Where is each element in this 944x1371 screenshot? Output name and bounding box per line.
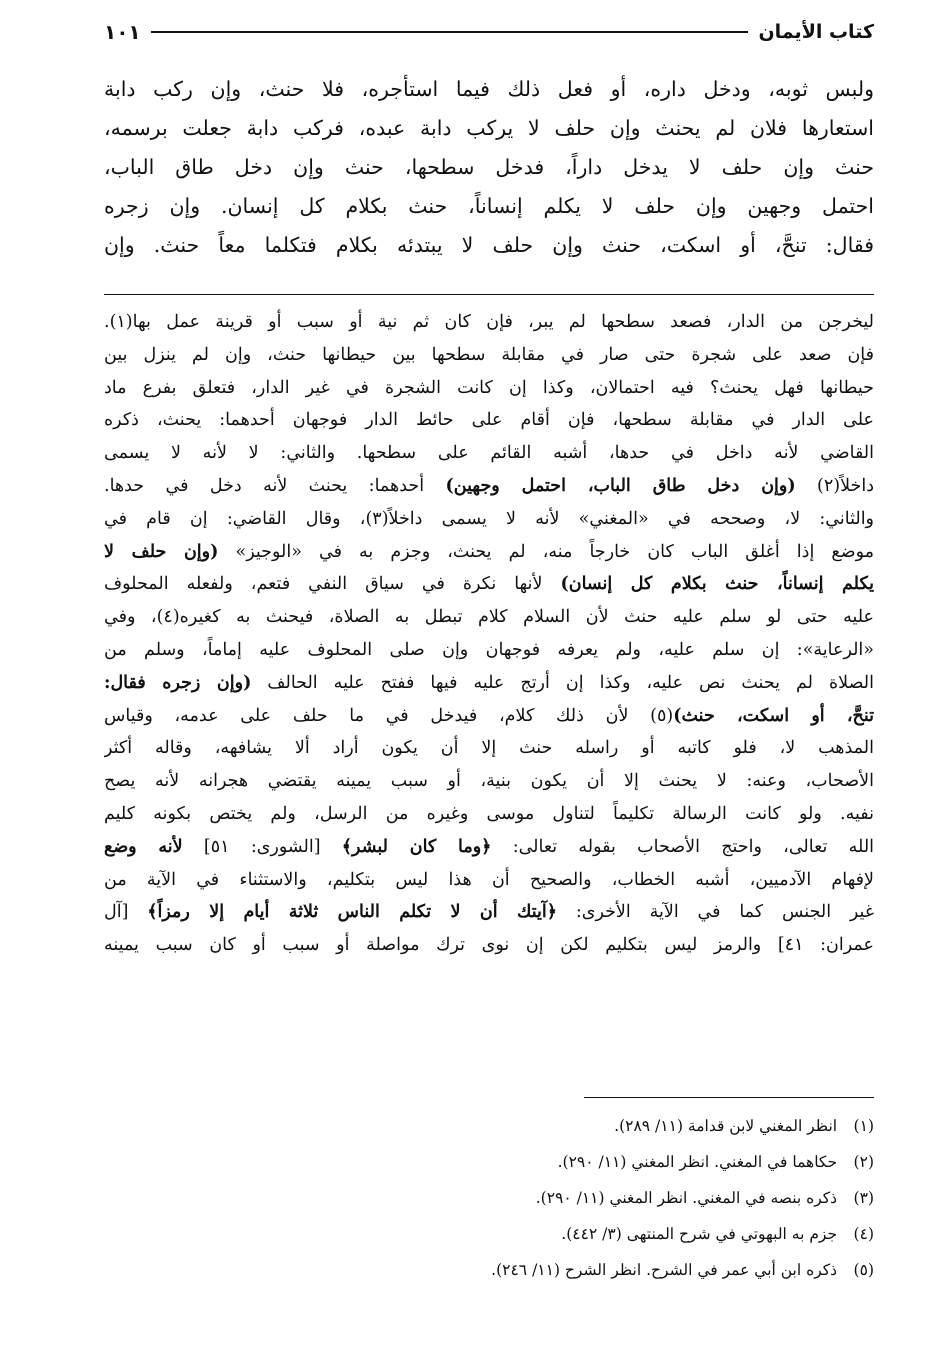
commentary-separator	[104, 294, 874, 295]
main-text-line: استعارها فلان لم يحنث وإن حلف لا يركب دابة عبده، فركب دابة جعلت برسمه،	[104, 116, 874, 140]
footnote-item	[104, 1216, 874, 1252]
commentary-line	[104, 503, 874, 536]
commentary-text-run: على الدار في مقابلة سطحها، فإن أقام على حائط الدار فوجهان أحدهما: يحنث، ذكره	[104, 410, 874, 431]
commentary-text-run: [الشورى: ٥١]	[182, 836, 342, 857]
commentary-line	[104, 765, 874, 798]
main-text	[104, 70, 874, 265]
main-text-line: فقال: تنحَّ، أو اسكت، حنث وإن حلف لا يبتدئه بكلام فتكلما معاً حنث. وإن	[104, 233, 874, 257]
commentary-text-run: لأنها نكرة في سياق النفي فتعم، ولفعله المحلوف	[104, 574, 561, 595]
commentary-text-run: المذهب لا، فلو كاتبه أو راسله حنث إلا أن يكون أراد ألا يشافهه، وقاله أكثر	[104, 738, 874, 759]
page-number: ١٠١	[104, 20, 141, 44]
commentary-text-run: فإن صعد على شجرة حتى صار في مقابلة سطحها بين حيطانها حنث، وإن لم ينزل بين	[104, 344, 874, 365]
footnote-item	[104, 1180, 874, 1216]
footnote-number: (٣)	[853, 1189, 874, 1207]
commentary-text	[104, 306, 874, 962]
commentary-line	[104, 339, 874, 372]
commentary-line	[104, 437, 874, 470]
commentary-text-run: [آل	[104, 902, 148, 923]
running-header	[104, 14, 874, 50]
commentary-bold-text: لأنه وضع	[104, 836, 183, 857]
footnote-text: جزم به البهوتي في شرح المنتهى (٣/ ٤٤٢).	[561, 1225, 842, 1243]
commentary-bold-text: (وإن دخل طاق الباب، احتمل وجهين)	[445, 475, 796, 496]
commentary-line	[104, 864, 874, 897]
commentary-text-run: الله تعالى، واحتج الأصحاب بقوله تعالى:	[491, 836, 874, 857]
commentary-text-run: والثاني: لا، وصححه في «المغني» لأنه لا يسمى داخلاً(٣)، وقال القاضي: إن قام في	[104, 508, 874, 529]
commentary-line	[104, 470, 874, 503]
footnote-item	[104, 1144, 874, 1180]
footnote-number: (٢)	[853, 1153, 874, 1171]
footnote-separator	[584, 1097, 874, 1098]
footnote-text: ذكره ابن أبي عمر في الشرح. انظر الشرح (١١/ ٢٤٦).	[491, 1261, 842, 1279]
footnote-number: (٥)	[853, 1261, 874, 1279]
main-text-line: احتمل وجهين وإن حلف لا يكلم إنساناً، حنث بكلام كل إنسان. وإن زجره	[104, 194, 874, 218]
commentary-line	[104, 372, 874, 405]
footnote-item	[104, 1108, 874, 1144]
footnote-text: حكاهما في المغني. انظر المغني (١١/ ٢٩٠).	[557, 1153, 842, 1171]
commentary-line	[104, 732, 874, 765]
commentary-line	[104, 667, 874, 700]
commentary-line	[104, 831, 874, 864]
main-text-line: حنث وإن حلف لا يدخل داراً، فدخل سطحها، حنث وإن دخل طاق الباب،	[104, 155, 874, 179]
footnote-number: (١)	[853, 1117, 874, 1135]
footnotes	[104, 1108, 874, 1288]
commentary-text-run: (٥) لأن ذلك كلام، فيدخل في ما حلف على عدمه، وقياس	[104, 705, 674, 726]
commentary-line	[104, 798, 874, 831]
commentary-bold-text: يكلم إنساناً، حنث بكلام كل إنسان)	[560, 574, 874, 595]
commentary-text-run: الأصحاب، وعنه: لا يحنث إلا أن يكون بنية، أو سبب يمينه يقتضي هجرانه لأنه يصح	[104, 771, 874, 792]
commentary-bold-text: (وإن حلف لا	[104, 541, 219, 562]
commentary-text-run: موضع إذا أغلق الباب كان خارجاً منه، لم يحنث، وجزم به في «الوجيز»	[218, 541, 874, 562]
commentary-text-run: القاضي لأنه داخل في حدها، أشبه القائم على سطحها. والثاني: لا لأنه لا يسمى	[104, 443, 874, 464]
commentary-text-run: ليخرجن من الدار، فصعد سطحها لم يبر، فإن كان ثم نية أو سبب أو قرينة عمل بها(١).	[104, 312, 874, 332]
commentary-line	[104, 601, 874, 634]
commentary-bold-text: ﴿وما كان لبشر﴾	[341, 836, 492, 857]
commentary-bold-text: ﴿آيتك أن لا تكلم الناس ثلاثة أيام إلا رمزاً﴾	[147, 902, 558, 923]
commentary-text-run: «الرعاية»: إن سلم عليه، ولم يعرفه فوجهان وإن صلى المحلوف عليه إماماً، وسلم من	[104, 639, 874, 660]
commentary-text-run: أحدهما: يحنث لأنه دخل في حدها.	[104, 475, 446, 496]
commentary-line	[104, 536, 874, 569]
commentary-text-run: نفيه. ولو كانت الرسالة تكليماً لتناول موسى وغيره من الرسل، ولم يختص بكونه كليم	[104, 803, 874, 824]
commentary-line	[104, 306, 874, 339]
commentary-text-run: عمران: ٤١] والرمز ليس بتكليم لكن إن نوى ترك مواصلة أو سبب أو كان سبب يمينه	[104, 935, 874, 956]
header-rule	[151, 31, 749, 33]
commentary-text-run: داخلاً(٢)	[795, 475, 874, 496]
commentary-line	[104, 404, 874, 437]
chapter-title: كتاب الأيمان	[758, 21, 874, 43]
commentary-text-run: غير الجنس كما في الآية الأخرى:	[557, 902, 874, 923]
footnote-item	[104, 1252, 874, 1288]
main-text-line: ولبس ثوبه، ودخل داره، أو فعل ذلك فيما استأجره، فلا حنث، وإن ركب دابة	[104, 77, 874, 101]
footnote-text: انظر المغني لابن قدامة (١١/ ٢٨٩).	[614, 1117, 842, 1135]
commentary-line	[104, 896, 874, 929]
footnote-number: (٤)	[853, 1225, 874, 1243]
footnote-text: ذكره بنصه في المغني. انظر المغني (١١/ ٢٩٠).	[535, 1189, 842, 1207]
commentary-text-run: عليه حتى لو سلم عليه حنث لأن السلام كلام تبطل به الصلاة، فيحنث به كغيره(٤)، وفي	[104, 607, 874, 628]
commentary-bold-text: تنحَّ، أو اسكت، حنث)	[673, 705, 874, 726]
commentary-bold-text: (وإن زجره فقال:	[104, 672, 252, 693]
commentary-text-run: لإفهام الآدميين، أشبه الخطاب، والصحيح أن هذا ليس بتكليم، والاستثناء في الآية من	[104, 869, 874, 890]
commentary-line	[104, 700, 874, 733]
commentary-line	[104, 568, 874, 601]
commentary-line	[104, 634, 874, 667]
commentary-line	[104, 929, 874, 962]
commentary-text-run: حيطانها فهل يحنث؟ فيه احتمالان، وكذا إن كانت الشجرة في غير الدار، فتعلق بفرع ماد	[104, 377, 874, 398]
commentary-text-run: الصلاة لم يحنث نص عليه، وكذا إن أرتج عليه فيها ففتح عليه الحالف	[251, 672, 874, 693]
